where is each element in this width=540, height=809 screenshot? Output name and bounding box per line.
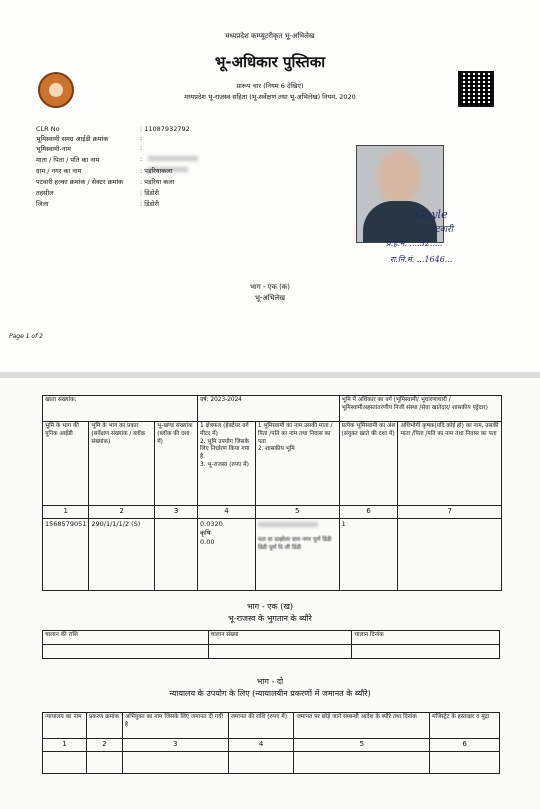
table-row bbox=[43, 422, 502, 506]
table-row bbox=[43, 739, 500, 752]
land-record-table bbox=[42, 395, 502, 591]
col-number: 2 bbox=[89, 506, 155, 519]
account-number-cell: खाता संख्यांक: bbox=[43, 396, 198, 422]
col-header-govt-line: 2. शासकीय भूमि bbox=[257, 446, 295, 453]
row-area bbox=[198, 519, 256, 591]
table-row bbox=[43, 713, 500, 739]
col-number: 1 bbox=[43, 506, 89, 519]
detail-value: : bbox=[140, 134, 143, 142]
detail-label: भूमिस्वामी समग्र आईडी क्रमांक bbox=[36, 135, 109, 143]
document-title: भू-अधिकार पुस्तिका bbox=[214, 53, 326, 71]
row-uid: 1568579051 bbox=[43, 519, 89, 591]
year-cell: वर्ष: 2023-2024 bbox=[198, 396, 340, 422]
table-row bbox=[43, 645, 500, 659]
detail-label: भूमिस्वामी-नाम bbox=[36, 145, 72, 153]
halka-number: प्र.ह.न. ....32..... bbox=[386, 239, 443, 248]
detail-value: : पडरिया कला bbox=[140, 178, 175, 186]
col-number: 4 bbox=[228, 739, 294, 752]
row-area-value: 0.0320 bbox=[200, 520, 223, 528]
col-header-challan-number: चालान संख्या bbox=[208, 631, 352, 645]
patwari-signature: Gayle bbox=[416, 208, 448, 221]
form-line: प्रारूप चार (नियम 6 देखिए) bbox=[236, 82, 304, 90]
detail-label: ग्राम / नगर का नाम bbox=[36, 167, 82, 175]
row-plot bbox=[155, 519, 198, 591]
col-number: 5 bbox=[294, 739, 430, 752]
col-header-bail-amount: जमानत की राशि (रुपए में) bbox=[228, 713, 294, 739]
patwari-role: पटवारी bbox=[430, 225, 453, 235]
col-number: 5 bbox=[255, 506, 339, 519]
detail-label: CLR No bbox=[36, 125, 60, 133]
table-row bbox=[43, 506, 502, 519]
row-share: 1 bbox=[339, 519, 398, 591]
col-header-owner-line: 1 भूमिस्वामी का नाम उसकी माता /पिता /पति का नाम तथा निवास का पता bbox=[257, 423, 333, 445]
col-header-survey: भूमि के भाग का प्रकार (सर्वेक्षण संख्यांक / ब्लॉक संख्यांक) bbox=[89, 422, 155, 506]
part-two-subtitle: न्यायालय के उपयोग के लिए (न्यायालयीन प्रकरणों में जमानत के ब्यौरे) bbox=[169, 689, 371, 698]
payment-table bbox=[42, 630, 500, 659]
row-owner bbox=[255, 519, 339, 591]
col-header-share: प्रत्येक भूमिस्वामी का अंश (संयुक्त खाते की दशा में) bbox=[339, 422, 398, 506]
col-header-court: न्यायालय का नाम bbox=[43, 713, 87, 739]
part-two-title: भाग - दो bbox=[256, 677, 284, 686]
ri-circle-number: रा.नि.मं. ...1646... bbox=[390, 255, 453, 264]
col-header-use-line: 2. भूमि उपयोग जिसके लिए निर्धारण किया गया है. bbox=[200, 438, 250, 461]
page-one bbox=[0, 0, 540, 372]
col-header-challan-date: चालान दिनांक bbox=[352, 631, 500, 645]
part-one-a-title: भाग - एक (क) bbox=[250, 283, 290, 291]
col-header-area-line: 1 क्षेत्रफल (हेक्टेयर वर्ग मीटर में) bbox=[200, 423, 249, 437]
col-header-plot: भू-खण्ड संख्यांक (ब्लॉक की दशा में) bbox=[155, 422, 198, 506]
detail-label: जिला bbox=[36, 200, 49, 208]
col-header-owner bbox=[255, 422, 339, 506]
page-number: Page 1 of 2 bbox=[9, 333, 43, 340]
row-owner-address: पता ग्रा दाक्षोतर ग्राम नगर पूर्ण डिंडी डिंडी पूर्ण दि ली डिंडी bbox=[257, 536, 332, 551]
detail-value: : डिंडोरी bbox=[140, 189, 159, 197]
col-number: 4 bbox=[198, 506, 256, 519]
row-occupant bbox=[398, 519, 502, 591]
col-header-accused: अभियुक्त का नाम जिसके लिए जमानत दी गयी है bbox=[122, 713, 228, 739]
col-number: 7 bbox=[398, 506, 502, 519]
detail-value: : bbox=[140, 144, 143, 152]
rights-header-cell: भूमि में अधिकार का वर्ग (भूमिस्वामी/ भूधारणाधारी /भूमिस्वामीअहस्तांतरणीय निजी संस्था /सेवा खातेदार/ शासकीय पट्टेदार) bbox=[339, 396, 501, 422]
col-header-case-no: प्रकरण क्रमांक bbox=[86, 713, 122, 739]
part-one-b-title: भाग - एक (ख) bbox=[246, 602, 294, 611]
col-header-challan-amount: चालान की राशि bbox=[43, 631, 209, 645]
department-line: मध्यप्रदेश कम्प्यूटरीकृत भू-अभिलेख bbox=[225, 32, 315, 40]
col-number: 2 bbox=[86, 739, 122, 752]
col-number: 1 bbox=[43, 739, 87, 752]
row-survey: 290/1/1/1/2 (S) bbox=[89, 519, 155, 591]
detail-value: : bbox=[140, 155, 143, 163]
col-number: 6 bbox=[430, 739, 500, 752]
detail-value: : पडरियाकला bbox=[140, 167, 173, 175]
detail-value: : डिंडोरी bbox=[140, 200, 159, 208]
col-header-uid: भूमि के भाग की यूनिक आईडी bbox=[43, 422, 89, 506]
col-header-revenue-line: 3. भू-राजस्व (रुपए में) bbox=[200, 462, 249, 469]
col-number: 3 bbox=[155, 506, 198, 519]
col-number: 3 bbox=[122, 739, 228, 752]
col-header-occupant: अधिभोगी कृषक(यदि कोई हो) का नाम, उसकी माता /पिता /पति का नाम तथा निवास का पता bbox=[398, 422, 502, 506]
table-row bbox=[43, 396, 502, 422]
state-emblem-icon bbox=[38, 72, 74, 108]
part-one-b-subtitle: भू-राजस्व के भुगतान के ब्यौरे bbox=[228, 614, 312, 623]
detail-label: माता / पिता / पति का नाम bbox=[36, 156, 100, 164]
act-line: मध्यप्रदेश भू-राजस्व संहिता (भू-सर्वेक्षण तथा भू-अभिलेख) नियम, 2020 bbox=[184, 93, 356, 101]
table-row bbox=[43, 752, 500, 774]
table-row bbox=[43, 631, 500, 645]
detail-label: तहसील bbox=[36, 189, 54, 197]
row-revenue-value: 0.00 bbox=[200, 537, 215, 546]
row-use-value: कृषि bbox=[200, 528, 211, 537]
detail-label: पटवारी हल्का क्रमांक / सेक्टर क्रमांक bbox=[36, 178, 124, 186]
court-bail-table bbox=[42, 712, 500, 774]
col-header-magistrate-sign: मजिस्ट्रेट के हस्ताक्षर व मुद्रा bbox=[430, 713, 500, 739]
page-two bbox=[0, 378, 540, 809]
col-number: 6 bbox=[339, 506, 398, 519]
detail-value: : 11087932792 bbox=[140, 125, 190, 133]
col-header-release-order: जमानत पर छोड़े जाने सम्बन्धी आदेश के ब्यौरे तथा दिनांक bbox=[294, 713, 430, 739]
part-one-a-subtitle: भू-अभिलेख bbox=[254, 294, 285, 302]
col-header-area bbox=[198, 422, 256, 506]
table-row bbox=[43, 519, 502, 591]
